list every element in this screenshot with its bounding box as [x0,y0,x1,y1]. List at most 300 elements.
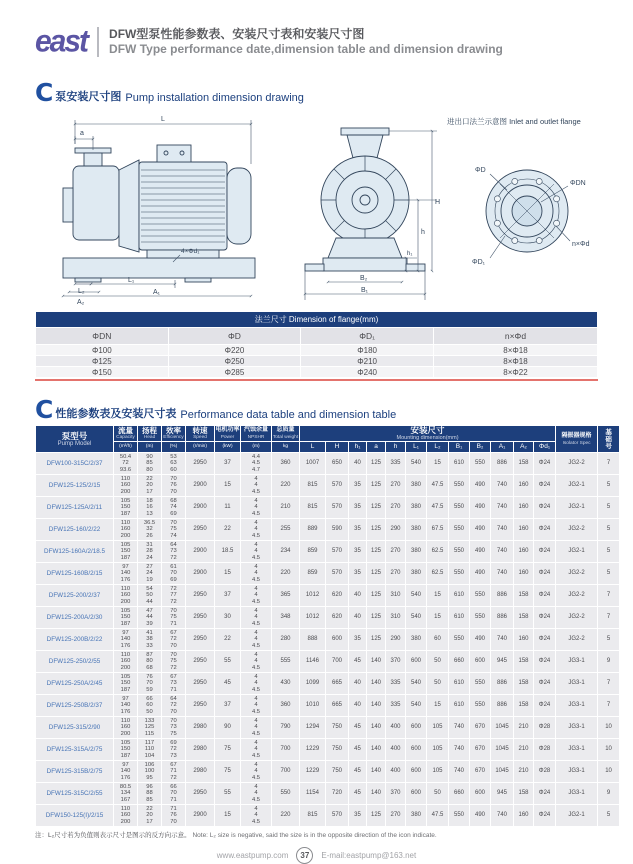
duty-point-value: 105 [120,674,131,681]
duty-point-value: 64 [170,542,177,549]
dimension-cell: 550 [470,585,490,606]
table-row [36,761,619,782]
capacity-cell [114,717,137,738]
dimension-cell: 550 [449,629,469,650]
duty-point-value: 140 [120,702,131,709]
duty-point-value: 4.5 [251,554,261,561]
section2-title-en: Performance data table and dimension table [180,409,397,421]
dim-label-h1: h₁ [407,251,413,257]
duty-point-value: 24 [146,570,153,577]
weight-cell: 790 [272,717,299,738]
pump-model-cell: DFW125-315C/2/55 [36,783,113,804]
power-cell: 75 [215,739,240,760]
foundation-cell: 9 [598,651,619,672]
duty-point-value: 72 [170,746,177,753]
duty-point-value: 4 [254,740,258,747]
power-cell: 18.5 [215,541,240,562]
dimension-cell: 125 [367,563,385,584]
duty-point-value: 176 [120,576,131,583]
duty-point-value: 97 [122,696,129,703]
duty-point-value: 140 [120,768,131,775]
dimension-cell: Φ28 [534,739,555,760]
duty-point-value: 110 [120,586,131,593]
table-row [36,519,619,540]
duty-point-value: 187 [120,554,131,561]
dimension-cell: 600 [406,761,426,782]
weight-cell: 700 [272,761,299,782]
mounting-col-header: A₁ [491,442,513,452]
table-row [36,497,619,518]
npshr-header: 汽蚀余量 NPSHR [241,426,271,441]
duty-point-value: 67 [170,762,177,769]
dimension-cell: 490 [470,475,490,496]
foundation-cell: 9 [598,783,619,804]
dimension-cell: 40 [349,673,366,694]
duty-point-value: 4 [254,476,258,483]
dimension-cell: 886 [491,673,513,694]
duty-point-value: 4 [254,548,258,555]
efficiency-cell [162,695,185,716]
power-cell: 15 [215,805,240,826]
dimension-cell: 105 [427,761,448,782]
foundation-cell: 10 [598,761,619,782]
dimension-cell: 1045 [491,761,513,782]
mounting-col-header: B₂ [470,442,490,452]
duty-point-value: 20 [146,812,153,819]
efficiency-cell [162,761,185,782]
dimension-cell: 1229 [300,761,325,782]
dimension-cell: 140 [367,673,385,694]
table-row [36,651,619,672]
dimension-cell: 310 [386,585,405,606]
duty-point-value: 4 [254,614,258,621]
isolator-cell: JG2-2 [556,629,597,650]
perf-header-row-1 [36,426,619,441]
duty-point-value: 160 [120,592,131,599]
flange-table-row [36,356,597,366]
dimension-cell: 400 [386,739,405,760]
dimension-cell: 160 [514,497,533,518]
duty-point-value: 60 [146,702,153,709]
power-cell: 37 [215,695,240,716]
dimension-cell: 125 [367,607,385,628]
duty-point-value: 70 [170,790,177,797]
dim-label-A2: A₂ [77,299,85,306]
dimension-cell: 62.5 [427,563,448,584]
dimension-cell: 35 [349,475,366,496]
npshr-cell [241,607,271,628]
pump-model-cell: DFW125-315A/2/75 [36,739,113,760]
speed-header: 转速 Speed [186,426,214,441]
page-number-badge: 37 [296,847,313,864]
dimension-cell: 490 [470,563,490,584]
duty-point-value: 200 [120,730,131,737]
duty-point-value: 4.5 [251,818,261,825]
dimension-cell: 45 [349,739,366,760]
isolator-cell: JG2-2 [556,519,597,540]
duty-point-value: 110 [120,476,131,483]
duty-point-value: 80 [146,658,153,665]
isolator-cell: JG3-1 [556,717,597,738]
duty-point-value: 76 [146,674,153,681]
dimension-cell: 158 [514,695,533,716]
dimension-cell: 380 [406,497,426,518]
dimension-cell: 540 [406,673,426,694]
speed-cell: 2950 [186,453,214,474]
head-cell [138,805,161,826]
duty-point-value: 72 [170,586,177,593]
duty-point-value: 69 [170,740,177,747]
efficiency-cell [162,717,185,738]
duty-point-value: 4 [254,790,258,797]
dimension-cell: 670 [470,761,490,782]
dimension-cell: 1007 [300,453,325,474]
duty-point-value: 72 [170,636,177,643]
dim-label-A1: A₁ [153,289,161,296]
duty-point-value: 88 [146,790,153,797]
dimension-cell: 15 [427,695,448,716]
duty-point-value: 150 [120,548,131,555]
duty-point-value: 74 [170,504,177,511]
npshr-cell [241,739,271,760]
foundation-cell: 7 [598,607,619,628]
flange-value-cell: Φ150 [36,367,168,377]
capacity-cell [114,453,137,474]
speed-cell: 2900 [186,475,214,496]
dimension-cell: 1012 [300,585,325,606]
dimension-cell: 889 [300,519,325,540]
speed-cell: 2950 [186,519,214,540]
npshr-cell [241,717,271,738]
capacity-cell [114,783,137,804]
npshr-cell [241,651,271,672]
dimension-cell: 740 [491,563,513,584]
dimension-cell: 550 [470,453,490,474]
duty-point-value: 4 [254,812,258,819]
foundation-cell: 5 [598,629,619,650]
pump-model-cell: DFW125-250/2/55 [36,651,113,672]
flange-value-cell: Φ100 [36,345,168,355]
duty-point-value: 4.5 [251,598,261,605]
efficiency-cell [162,739,185,760]
dimension-cell: 290 [386,629,405,650]
head-unit: (m) [138,442,161,452]
speed-cell: 2950 [186,695,214,716]
duty-point-value: 50 [146,708,153,715]
head-cell [138,717,161,738]
duty-point-value: 39 [146,620,153,627]
mounting-col-header: A₂ [514,442,533,452]
capacity-cell [114,475,137,496]
dimension-cell: 125 [367,497,385,518]
dimension-cell: 210 [514,761,533,782]
head-cell [138,651,161,672]
model-header: 泵型号 Pump Model [36,426,113,452]
performance-table [35,425,620,827]
dimension-cell: 540 [406,695,426,716]
dimension-cell: 540 [406,453,426,474]
dimension-cell: Φ24 [534,453,555,474]
duty-point-value: 4 [254,658,258,665]
npshr-cell [241,519,271,540]
capacity-cell [114,673,137,694]
duty-point-value: 70 [170,718,177,725]
dim-label-B1: B₁ [361,287,369,294]
capacity-cell [114,739,137,760]
duty-point-value: 50.4 [119,454,132,461]
table-row [36,453,619,474]
flange-table-row [36,367,597,377]
dimension-cell: Φ24 [534,541,555,562]
motor-end-cap [227,168,251,244]
dimension-cell: 270 [386,475,405,496]
foundation-cell: 5 [598,475,619,496]
weight-cell: 555 [272,651,299,672]
weight-header: 总质量 Total weight [272,427,299,440]
dimension-cell: 886 [491,585,513,606]
duty-point-value: 4.5 [251,664,261,671]
dimension-cell: 45 [349,651,366,672]
dimension-cell: 105 [427,717,448,738]
dimension-cell: 47.5 [427,805,448,826]
duty-point-value: 140 [120,570,131,577]
foundation-cell: 5 [598,541,619,562]
dimension-cell: 1146 [300,651,325,672]
npshr-cell [241,805,271,826]
duty-point-value: 71 [170,768,177,775]
duty-point-value: 4 [254,680,258,687]
duty-point-value: 75 [170,658,177,665]
npshr-cell [241,453,271,474]
table-row [36,629,619,650]
duty-point-value: 71 [170,806,177,813]
duty-point-value: 17 [146,488,153,495]
dimension-cell: 740 [491,805,513,826]
weight-cell: 220 [272,563,299,584]
npshr-cell [241,497,271,518]
dimension-cell: 600 [326,629,348,650]
flange-table-title: 法兰尺寸 Dimension of flange(mm) [36,312,597,327]
capacity-header: 流量 Capacity [114,426,137,441]
mounting-col-header: a [367,442,385,452]
head-cell [138,519,161,540]
pump-base-side [63,258,255,278]
mounting-col-header: L₁ [406,442,426,452]
pump-model-cell: DFW125-315B/2/75 [36,761,113,782]
dimension-cell: 158 [514,673,533,694]
dimension-cell: 1012 [300,607,325,628]
dimension-cell: 490 [470,519,490,540]
duty-point-value: 70 [170,476,177,483]
dimension-cell: 40 [349,607,366,628]
email-text: E-mail:eastpump@163.net [321,851,417,860]
flange-label-phiD1: ΦD₁ [472,259,486,266]
duty-point-value: 4.5 [251,752,261,759]
dimension-cell: 335 [386,673,405,694]
header-divider [97,27,99,57]
dimension-cell: 740 [491,497,513,518]
duty-point-value: 66 [146,696,153,703]
page-footer [35,847,598,864]
weight-cell: 430 [272,673,299,694]
dimension-cell: 40 [349,453,366,474]
speed-cell: 2900 [186,497,214,518]
speed-cell: 2950 [186,607,214,628]
speed-cell: 2950 [186,629,214,650]
foundation-header: 基 础 号 [598,426,619,452]
dimension-cell: 270 [386,563,405,584]
pump-model-cell: DFW125-125A/2/11 [36,497,113,518]
duty-point-value: 69 [170,576,177,583]
flange-label-nphid: n×Φd [572,241,590,248]
duty-point-value: 4.5 [251,686,261,693]
pump-model-cell: DFW125-125/2/15 [36,475,113,496]
pump-model-cell: DFW125-160A/2/18.5 [36,541,113,562]
mounting-col-header: L₂ [427,442,448,452]
efficiency-header: 效率 Efficiency [163,426,184,440]
duty-point-value: 69 [170,510,177,517]
footnote-zh: 注：L₂尺寸若为负值则表示尺寸是图示的反方向示意。 [35,832,191,839]
efficiency-cell [162,519,185,540]
dimension-cell: 160 [514,475,533,496]
dimension-cell: 380 [406,475,426,496]
dimension-cell: 600 [406,739,426,760]
dimension-cell: 380 [406,805,426,826]
dimension-cell: 1045 [491,739,513,760]
duty-point-value: 90 [146,454,153,461]
duty-point-value: 4 [254,718,258,725]
duty-point-value: 61 [170,564,177,571]
flange-label-phiDN: ΦDN [570,180,586,187]
duty-point-value: 4 [254,520,258,527]
dimension-cell: 1099 [300,673,325,694]
table-row [36,739,619,760]
dimension-cell: Φ24 [534,563,555,584]
foundation-cell: 5 [598,805,619,826]
efficiency-cell [162,629,185,650]
capacity-cell [114,497,137,518]
dimension-cell: 815 [300,805,325,826]
dimension-cell: 610 [449,585,469,606]
dimension-cell: 660 [449,651,469,672]
dimension-cell: 700 [326,651,348,672]
npshr-cell [241,695,271,716]
dimension-cell: 740 [491,519,513,540]
duty-point-value: 72 [170,774,177,781]
mounting-col-header: h₁ [349,442,366,452]
npshr-cell [241,585,271,606]
duty-point-value: 187 [120,510,131,517]
dimension-cell: 310 [386,607,405,628]
isolator-cell: JG2-1 [556,497,597,518]
dimension-cell: Φ24 [534,629,555,650]
speed-cell: 2980 [186,761,214,782]
duty-point-value: 73 [170,680,177,687]
dimension-cell: 35 [349,563,366,584]
mounting-col-header: B₁ [449,442,469,452]
dimension-cell: Φ24 [534,805,555,826]
dimension-cell: 290 [386,519,405,540]
dimension-cell: 160 [514,563,533,584]
dimension-cell: 35 [349,805,366,826]
duty-point-value: 4 [254,630,258,637]
dimension-cell: 160 [514,629,533,650]
duty-point-value: 105 [120,608,131,615]
capacity-unit: (m³/h) [114,442,137,452]
dimension-cell: 740 [449,761,469,782]
dimension-cell: 600 [470,651,490,672]
duty-point-value: 4 [254,504,258,511]
dimension-cell: 815 [300,475,325,496]
duty-point-value: 87 [146,652,153,659]
flange-diagram-title: 进出口法兰示意图 Inlet and outlet flange [447,117,581,126]
dimension-cell: 1294 [300,717,325,738]
dimension-cell: 158 [514,783,533,804]
duty-point-value: 24 [146,554,153,561]
duty-point-value: 70 [170,570,177,577]
duty-point-value: 31 [146,542,153,549]
capacity-cell [114,563,137,584]
dimension-cell: 270 [386,497,405,518]
duty-point-value: 200 [120,598,131,605]
duty-point-value: 105 [120,542,131,549]
duty-point-value: 176 [120,708,131,715]
dimension-cell: 945 [491,651,513,672]
duty-point-value: 140 [120,636,131,643]
duty-point-value: 110 [120,520,131,527]
duty-point-value: 110 [120,652,131,659]
table-footnote [35,830,598,839]
pump-model-cell: DFW125-160B/2/15 [36,563,113,584]
duty-point-value: 53 [170,454,177,461]
efficiency-cell [162,651,185,672]
duty-point-value: 47 [146,608,153,615]
dimension-cell: 140 [367,695,385,716]
dimension-cell: 815 [300,497,325,518]
dimension-cell: 400 [386,717,405,738]
mounting-col-header: L [300,442,325,452]
dimension-cell: 490 [470,497,490,518]
dimension-cell: 15 [427,453,448,474]
duty-point-value: 67 [170,674,177,681]
power-cell: 55 [215,783,240,804]
power-cell: 75 [215,761,240,782]
dimension-cell: 665 [326,695,348,716]
header-titles [109,27,503,57]
capacity-cell [114,541,137,562]
duty-point-value: 72 [170,702,177,709]
duty-point-value: 18 [146,498,153,505]
duty-point-value: 117 [144,740,155,747]
isolator-cell: JG2-2 [556,607,597,628]
dimension-cell: 550 [470,695,490,716]
dimension-cell: 859 [300,563,325,584]
duty-point-value: 115 [144,730,155,737]
section-drawing-heading [35,77,598,107]
dimension-cell: 740 [449,739,469,760]
dimension-cell: 158 [514,607,533,628]
duty-point-value: 4.5 [251,576,261,583]
foundation-cell: 10 [598,717,619,738]
dimension-cell: 50 [427,783,448,804]
duty-point-value: 41 [146,630,153,637]
dimension-cell: 380 [406,541,426,562]
dimension-cell: Φ24 [534,607,555,628]
duty-point-value: 73 [170,752,177,759]
dim-label-B2: B₂ [360,275,368,282]
duty-point-value: 100 [144,768,155,775]
pump-model-cell: DFW125-250A/2/45 [36,673,113,694]
